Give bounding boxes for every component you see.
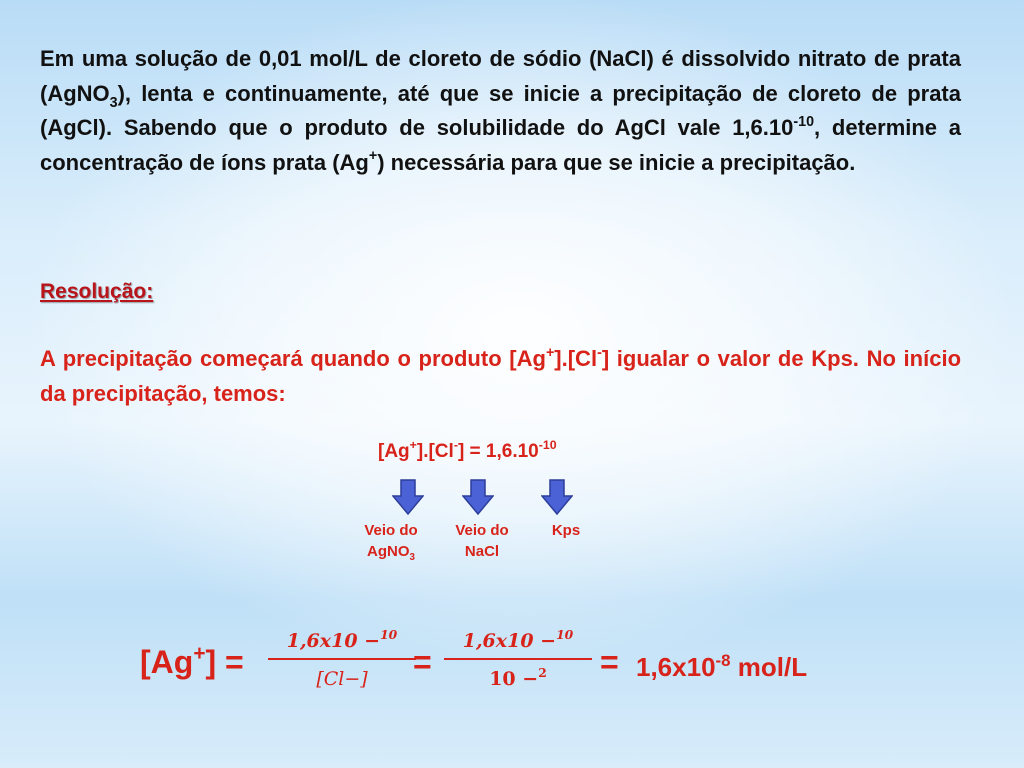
problem-sup-exponent: -10 <box>793 113 815 130</box>
final-result: $1,6x10^{-8}$ mol/L <box>636 650 808 682</box>
eq1-part-b: ].[Cl <box>416 441 454 462</box>
eq1-part-c: ] = 1,6.10 <box>457 441 539 462</box>
explanation-sup-2: - <box>597 344 602 361</box>
explanation-part-2: ].[Cl <box>554 346 598 371</box>
arrow-down-icon <box>541 479 573 515</box>
label-kps <box>521 520 611 541</box>
label-agno3-line1: Veio do <box>364 522 418 539</box>
equals-middle: = <box>413 644 432 680</box>
problem-text-1: Em uma solução de 0,01 mol/L de cloreto de sódio (NaCl) é dissolvido nitrato de prata (AgNO <box>40 46 961 106</box>
eq1-part-a: [Ag <box>378 441 410 462</box>
explanation-part-3: ] igualar o valor de Kps. No início da precipitação, temos: <box>40 346 962 406</box>
label-nacl-line2: NaCl <box>464 543 500 560</box>
explanation-part-1: A precipitação começará quando o produto [Ag <box>40 346 546 371</box>
problem-statement <box>40 42 961 180</box>
label-nacl-line1: Veio do <box>455 522 509 539</box>
fraction-1-denominator: [Cl−] <box>316 668 368 690</box>
label-from-nacl <box>437 520 527 562</box>
fraction-1-numerator: 1,6x10 −$^{10}$ <box>286 627 398 652</box>
fraction-2-denominator: 10 −$^2$ <box>489 665 547 690</box>
explanation-sup-1: + <box>545 344 555 361</box>
fraction-2-numerator: 1,6x10 −$^{10}$ <box>462 627 574 652</box>
problem-sub-3: 3 <box>109 94 118 111</box>
fraction-2-bar <box>444 658 592 660</box>
fraction-1-bar <box>268 658 416 660</box>
arrow-down-icon <box>462 479 494 515</box>
problem-text-4: ) necessária para que se inicie a precipitação. <box>377 149 856 175</box>
equals-end: = <box>600 644 619 680</box>
kps-equation <box>378 438 557 463</box>
final-lhs: [Ag+] = <box>140 642 244 680</box>
problem-text-2: ), lenta e continuamente, até que se inicie a precipitação de cloreto de prata (AgCl). Sabendo que o produto de solubilidade do AgCl vale 1,6.10 <box>40 80 961 140</box>
label-agno3-line2: AgNO$_3$ <box>367 543 415 564</box>
explanation-text <box>40 342 961 411</box>
fraction-1 <box>268 626 416 694</box>
eq1-sup-c: -10 <box>538 438 557 453</box>
problem-text-3: , determine a concentração de íons prata (Ag <box>40 115 962 175</box>
fraction-2 <box>444 626 592 694</box>
label-kps-text: Kps <box>551 522 581 539</box>
eq1-sup-a: + <box>409 438 417 453</box>
problem-sup-plus: + <box>368 148 378 165</box>
eq1-sup-b: - <box>453 438 458 453</box>
resolution-heading: Resolução: <box>40 280 154 303</box>
label-from-agno3 <box>346 520 436 562</box>
arrow-down-icon <box>392 479 424 515</box>
